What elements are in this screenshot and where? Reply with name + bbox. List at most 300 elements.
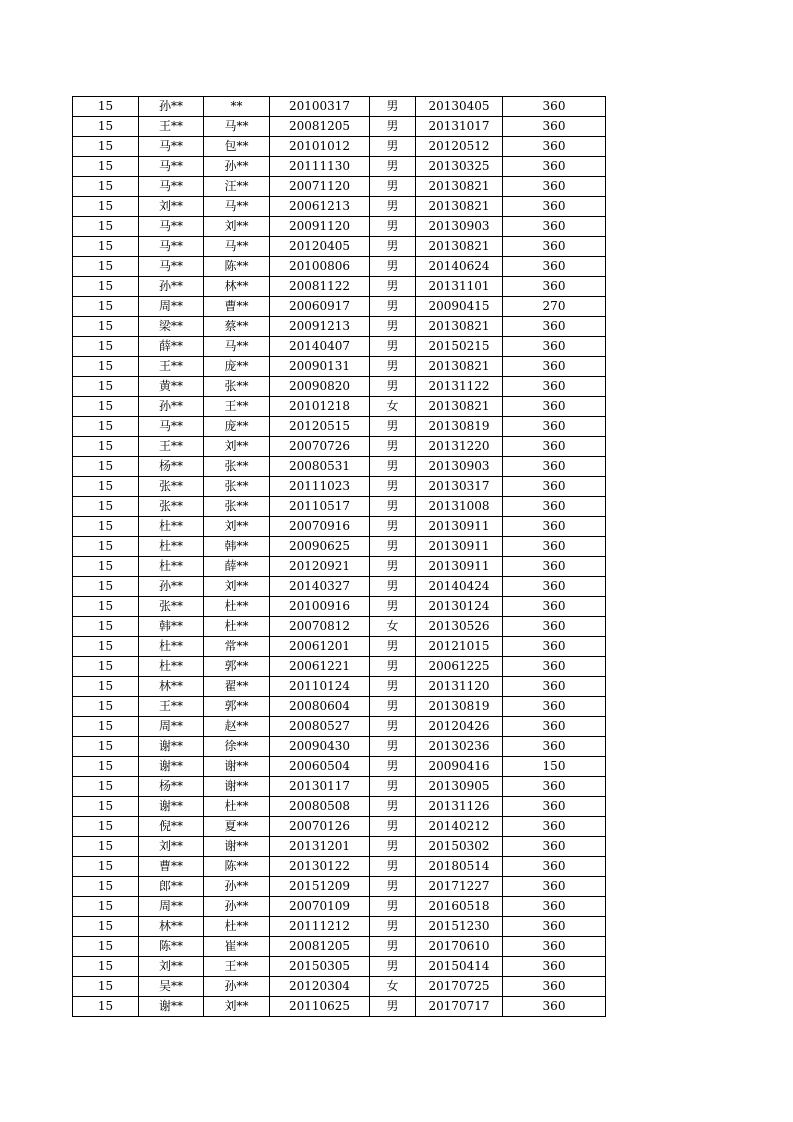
date-b-cell: 20120426 [416,717,503,737]
gender-cell: 男 [370,837,416,857]
date-b-cell: 20170717 [416,997,503,1017]
date-a-cell: 20130117 [270,777,370,797]
days-cell: 270 [503,297,606,317]
date-a-cell: 20070126 [270,817,370,837]
group-cell: 15 [73,377,139,397]
gender-cell: 男 [370,437,416,457]
group-cell: 15 [73,97,139,117]
name-a-cell: 黄** [139,377,204,397]
date-a-cell: 20080604 [270,697,370,717]
name-b-cell: 谢** [204,837,270,857]
days-cell: 150 [503,757,606,777]
gender-cell: 男 [370,477,416,497]
name-b-cell: 马** [204,337,270,357]
date-a-cell: 20101012 [270,137,370,157]
gender-cell: 男 [370,517,416,537]
gender-cell: 男 [370,797,416,817]
name-a-cell: 周** [139,297,204,317]
date-b-cell: 20131122 [416,377,503,397]
date-a-cell: 20061221 [270,657,370,677]
days-cell: 360 [503,537,606,557]
gender-cell: 男 [370,317,416,337]
date-b-cell: 20150302 [416,837,503,857]
table-row [73,517,606,537]
date-b-cell: 20130526 [416,617,503,637]
name-b-cell: 郭** [204,697,270,717]
name-a-cell: 谢** [139,737,204,757]
date-a-cell: 20140327 [270,577,370,597]
date-a-cell: 20090430 [270,737,370,757]
date-a-cell: 20090625 [270,537,370,557]
days-cell: 360 [503,397,606,417]
date-a-cell: 20070812 [270,617,370,637]
date-a-cell: 20101218 [270,397,370,417]
group-cell: 15 [73,397,139,417]
date-b-cell: 20150215 [416,337,503,357]
name-b-cell: 崔** [204,937,270,957]
gender-cell: 男 [370,577,416,597]
days-cell: 360 [503,717,606,737]
name-b-cell: 郭** [204,657,270,677]
date-a-cell: 20090820 [270,377,370,397]
date-a-cell: 20081122 [270,277,370,297]
table-row [73,437,606,457]
date-a-cell: 20100916 [270,597,370,617]
name-a-cell: 谢** [139,997,204,1017]
gender-cell: 女 [370,617,416,637]
date-a-cell: 20151209 [270,877,370,897]
name-a-cell: 倪** [139,817,204,837]
date-b-cell: 20130911 [416,537,503,557]
gender-cell: 男 [370,337,416,357]
gender-cell: 男 [370,157,416,177]
name-b-cell: 陈** [204,257,270,277]
name-a-cell: 王** [139,117,204,137]
name-b-cell: 刘** [204,437,270,457]
date-a-cell: 20070109 [270,897,370,917]
date-a-cell: 20120921 [270,557,370,577]
name-a-cell: 张** [139,477,204,497]
days-cell: 360 [503,217,606,237]
name-b-cell: 蔡** [204,317,270,337]
date-b-cell: 20130819 [416,417,503,437]
name-a-cell: 杜** [139,637,204,657]
group-cell: 15 [73,177,139,197]
table-row [73,857,606,877]
table-row [73,417,606,437]
date-a-cell: 20140407 [270,337,370,357]
group-cell: 15 [73,217,139,237]
days-cell: 360 [503,677,606,697]
table-row [73,717,606,737]
date-b-cell: 20130903 [416,217,503,237]
group-cell: 15 [73,877,139,897]
days-cell: 360 [503,177,606,197]
group-cell: 15 [73,637,139,657]
name-a-cell: 马** [139,137,204,157]
name-a-cell: 曹** [139,857,204,877]
table-row [73,677,606,697]
gender-cell: 男 [370,97,416,117]
name-a-cell: 林** [139,677,204,697]
group-cell: 15 [73,297,139,317]
days-cell: 360 [503,157,606,177]
date-a-cell: 20080527 [270,717,370,737]
group-cell: 15 [73,997,139,1017]
name-a-cell: 周** [139,897,204,917]
table-row [73,557,606,577]
name-b-cell: 谢** [204,757,270,777]
name-b-cell: 王** [204,957,270,977]
table-row [73,397,606,417]
gender-cell: 男 [370,297,416,317]
date-b-cell: 20061225 [416,657,503,677]
date-b-cell: 20131220 [416,437,503,457]
date-b-cell: 20130821 [416,357,503,377]
date-a-cell: 20090131 [270,357,370,377]
days-cell: 360 [503,777,606,797]
name-b-cell: 刘** [204,517,270,537]
date-b-cell: 20130819 [416,697,503,717]
name-a-cell: 张** [139,497,204,517]
date-a-cell: 20071120 [270,177,370,197]
name-a-cell: 薛** [139,337,204,357]
days-cell: 360 [503,957,606,977]
name-b-cell: 刘** [204,577,270,597]
table-row [73,537,606,557]
group-cell: 15 [73,757,139,777]
name-a-cell: 王** [139,357,204,377]
days-cell: 360 [503,517,606,537]
days-cell: 360 [503,257,606,277]
name-b-cell: 杜** [204,597,270,617]
gender-cell: 男 [370,377,416,397]
date-a-cell: 20110625 [270,997,370,1017]
group-cell: 15 [73,617,139,637]
gender-cell: 男 [370,257,416,277]
days-cell: 360 [503,117,606,137]
gender-cell: 男 [370,757,416,777]
name-a-cell: 谢** [139,757,204,777]
table-row [73,337,606,357]
date-a-cell: 20081205 [270,117,370,137]
name-b-cell: 马** [204,117,270,137]
name-a-cell: 杜** [139,557,204,577]
name-b-cell: 杜** [204,617,270,637]
gender-cell: 男 [370,957,416,977]
days-cell: 360 [503,937,606,957]
table-row [73,197,606,217]
days-cell: 360 [503,337,606,357]
days-cell: 360 [503,737,606,757]
gender-cell: 男 [370,937,416,957]
gender-cell: 男 [370,237,416,257]
date-a-cell: 20111212 [270,917,370,937]
date-b-cell: 20130236 [416,737,503,757]
date-a-cell: 20110517 [270,497,370,517]
gender-cell: 男 [370,417,416,437]
days-cell: 360 [503,377,606,397]
name-a-cell: 马** [139,257,204,277]
days-cell: 360 [503,977,606,997]
gender-cell: 男 [370,897,416,917]
date-b-cell: 20130405 [416,97,503,117]
date-b-cell: 20131008 [416,497,503,517]
name-a-cell: 林** [139,917,204,937]
name-a-cell: 杨** [139,777,204,797]
table-row [73,577,606,597]
days-cell: 360 [503,137,606,157]
days-cell: 360 [503,237,606,257]
group-cell: 15 [73,337,139,357]
name-b-cell: 陈** [204,857,270,877]
name-b-cell: 王** [204,397,270,417]
date-b-cell: 20131120 [416,677,503,697]
table-row [73,877,606,897]
table-row [73,937,606,957]
date-b-cell: 20170725 [416,977,503,997]
gender-cell: 男 [370,637,416,657]
group-cell: 15 [73,697,139,717]
days-cell: 360 [503,837,606,857]
table-row [73,497,606,517]
table-row [73,157,606,177]
table-row [73,637,606,657]
date-b-cell: 20130317 [416,477,503,497]
name-b-cell: 杜** [204,797,270,817]
table-row [73,237,606,257]
date-b-cell: 20130821 [416,177,503,197]
group-cell: 15 [73,857,139,877]
days-cell: 360 [503,577,606,597]
date-a-cell: 20060917 [270,297,370,317]
gender-cell: 男 [370,857,416,877]
days-cell: 360 [503,797,606,817]
gender-cell: 男 [370,117,416,137]
group-cell: 15 [73,977,139,997]
table-row [73,617,606,637]
table-row [73,797,606,817]
date-b-cell: 20131101 [416,277,503,297]
date-b-cell: 20140212 [416,817,503,837]
group-cell: 15 [73,417,139,437]
gender-cell: 男 [370,677,416,697]
group-cell: 15 [73,257,139,277]
gender-cell: 男 [370,217,416,237]
table-row [73,957,606,977]
date-a-cell: 20070726 [270,437,370,457]
name-b-cell: ** [204,97,270,117]
table-row [73,817,606,837]
group-cell: 15 [73,237,139,257]
group-cell: 15 [73,677,139,697]
table-row [73,897,606,917]
gender-cell: 男 [370,817,416,837]
group-cell: 15 [73,457,139,477]
name-b-cell: 庞** [204,357,270,377]
date-b-cell: 20170610 [416,937,503,957]
date-a-cell: 20060504 [270,757,370,777]
date-a-cell: 20061213 [270,197,370,217]
name-a-cell: 刘** [139,957,204,977]
gender-cell: 男 [370,197,416,217]
name-b-cell: 韩** [204,537,270,557]
name-b-cell: 孙** [204,897,270,917]
table-row [73,257,606,277]
days-cell: 360 [503,357,606,377]
name-b-cell: 常** [204,637,270,657]
records-table [72,96,606,1017]
name-b-cell: 庞** [204,417,270,437]
date-b-cell: 20180514 [416,857,503,877]
gender-cell: 男 [370,497,416,517]
table-row [73,97,606,117]
name-b-cell: 汪** [204,177,270,197]
days-cell: 360 [503,277,606,297]
group-cell: 15 [73,717,139,737]
group-cell: 15 [73,517,139,537]
name-b-cell: 徐** [204,737,270,757]
days-cell: 360 [503,697,606,717]
table-row [73,317,606,337]
date-b-cell: 20130821 [416,397,503,417]
table-row [73,917,606,937]
name-a-cell: 孙** [139,397,204,417]
group-cell: 15 [73,897,139,917]
name-a-cell: 杜** [139,537,204,557]
table-row [73,597,606,617]
name-a-cell: 孙** [139,277,204,297]
date-b-cell: 20130821 [416,197,503,217]
group-cell: 15 [73,957,139,977]
days-cell: 360 [503,497,606,517]
group-cell: 15 [73,437,139,457]
name-a-cell: 王** [139,437,204,457]
date-a-cell: 20130122 [270,857,370,877]
days-cell: 360 [503,637,606,657]
name-a-cell: 马** [139,157,204,177]
days-cell: 360 [503,877,606,897]
gender-cell: 男 [370,177,416,197]
name-a-cell: 孙** [139,577,204,597]
date-a-cell: 20091120 [270,217,370,237]
date-b-cell: 20120512 [416,137,503,157]
date-a-cell: 20131201 [270,837,370,857]
table-row [73,357,606,377]
gender-cell: 男 [370,877,416,897]
group-cell: 15 [73,157,139,177]
date-a-cell: 20070916 [270,517,370,537]
name-b-cell: 夏** [204,817,270,837]
group-cell: 15 [73,137,139,157]
name-a-cell: 马** [139,417,204,437]
name-b-cell: 张** [204,497,270,517]
date-b-cell: 20130124 [416,597,503,617]
name-b-cell: 孙** [204,157,270,177]
name-b-cell: 薛** [204,557,270,577]
gender-cell: 男 [370,657,416,677]
name-b-cell: 马** [204,237,270,257]
name-b-cell: 曹** [204,297,270,317]
name-a-cell: 周** [139,717,204,737]
date-b-cell: 20130905 [416,777,503,797]
gender-cell: 男 [370,357,416,377]
date-a-cell: 20080531 [270,457,370,477]
table-row [73,657,606,677]
days-cell: 360 [503,97,606,117]
days-cell: 360 [503,437,606,457]
date-a-cell: 20120515 [270,417,370,437]
days-cell: 360 [503,897,606,917]
name-a-cell: 郎** [139,877,204,897]
date-b-cell: 20130821 [416,237,503,257]
date-b-cell: 20130911 [416,517,503,537]
days-cell: 360 [503,477,606,497]
days-cell: 360 [503,657,606,677]
date-b-cell: 20130325 [416,157,503,177]
name-b-cell: 孙** [204,877,270,897]
gender-cell: 女 [370,397,416,417]
gender-cell: 女 [370,977,416,997]
group-cell: 15 [73,817,139,837]
name-a-cell: 谢** [139,797,204,817]
group-cell: 15 [73,597,139,617]
date-b-cell: 20150414 [416,957,503,977]
gender-cell: 男 [370,777,416,797]
group-cell: 15 [73,197,139,217]
gender-cell: 男 [370,597,416,617]
days-cell: 360 [503,597,606,617]
date-b-cell: 20090416 [416,757,503,777]
date-a-cell: 20100317 [270,97,370,117]
name-a-cell: 王** [139,697,204,717]
name-b-cell: 张** [204,477,270,497]
table-row [73,977,606,997]
name-b-cell: 孙** [204,977,270,997]
name-a-cell: 陈** [139,937,204,957]
table-row [73,377,606,397]
days-cell: 360 [503,457,606,477]
name-b-cell: 翟** [204,677,270,697]
name-b-cell: 马** [204,197,270,217]
group-cell: 15 [73,537,139,557]
days-cell: 360 [503,617,606,637]
gender-cell: 男 [370,557,416,577]
group-cell: 15 [73,657,139,677]
name-a-cell: 杨** [139,457,204,477]
table-row [73,177,606,197]
table-row [73,137,606,157]
gender-cell: 男 [370,277,416,297]
group-cell: 15 [73,737,139,757]
gender-cell: 男 [370,997,416,1017]
name-a-cell: 张** [139,597,204,617]
name-a-cell: 梁** [139,317,204,337]
date-a-cell: 20100806 [270,257,370,277]
group-cell: 15 [73,917,139,937]
date-a-cell: 20080508 [270,797,370,817]
table-row [73,297,606,317]
date-b-cell: 20140624 [416,257,503,277]
name-a-cell: 韩** [139,617,204,637]
date-b-cell: 20160518 [416,897,503,917]
group-cell: 15 [73,837,139,857]
gender-cell: 男 [370,737,416,757]
name-b-cell: 林** [204,277,270,297]
date-a-cell: 20111023 [270,477,370,497]
date-a-cell: 20091213 [270,317,370,337]
date-a-cell: 20061201 [270,637,370,657]
